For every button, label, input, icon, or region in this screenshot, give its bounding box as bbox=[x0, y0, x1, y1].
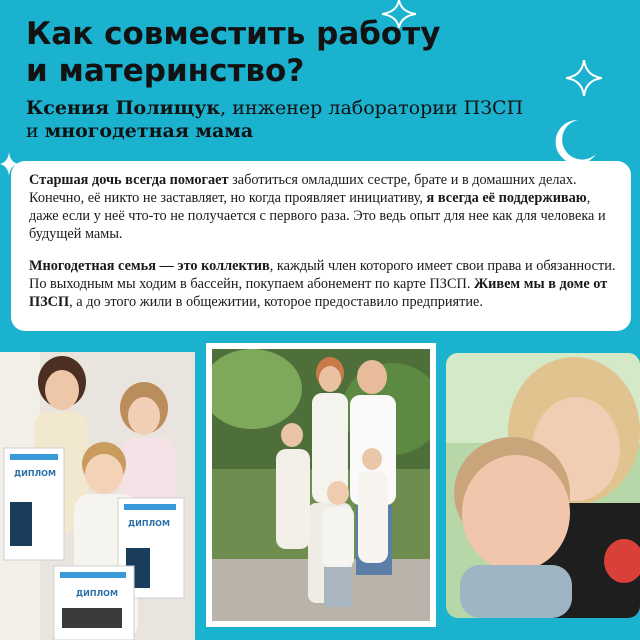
person-status: многодетная мама bbox=[44, 120, 254, 142]
diploma-label: ДИПЛОМ bbox=[14, 469, 56, 478]
highlight-text: я всегда её поддерживаю bbox=[426, 190, 587, 206]
photo-image bbox=[0, 352, 195, 640]
person-role: , инженер лаборатории ПЗСП bbox=[220, 97, 524, 119]
highlight-text: Живем мы в доме от ПЗСП bbox=[29, 276, 608, 310]
body-text: , а до этого жили в общежитии, которое предоставило предприятие. bbox=[69, 294, 483, 310]
page-title bbox=[26, 16, 586, 90]
subtitle bbox=[26, 97, 626, 143]
person-name: Ксения Полищук bbox=[26, 97, 221, 119]
diploma-label: ДИПЛОМ bbox=[76, 589, 118, 598]
body-text: , каждый член которого имеет свои права и обязанности. По выходным мы ходим в бассейн, покупаем абонемент по карте ПЗСП. bbox=[29, 258, 616, 292]
photo-mother-and-son bbox=[446, 353, 640, 618]
highlight-text: Многодетная семья — это коллектив bbox=[29, 258, 270, 274]
body-text: , даже если у неё что-то не получается с первого раза. Это ведь опыт для нее как для человека и будущей мамы. bbox=[29, 190, 606, 242]
photo-family-portrait bbox=[206, 343, 436, 627]
quote-card bbox=[11, 161, 631, 331]
title-line: и материнство? bbox=[26, 53, 305, 89]
photo-image bbox=[446, 353, 640, 618]
paragraph bbox=[29, 257, 617, 311]
body-text: заботиться омладших сестре, брате и в домашних делах. Конечно, её никто не заставляет, но когда проявляет инициативу, bbox=[29, 172, 577, 206]
subtitle-prefix: и bbox=[26, 120, 45, 142]
photo-image bbox=[212, 349, 430, 621]
highlight-text: Старшая дочь всегда помогает bbox=[29, 172, 229, 188]
paragraph bbox=[29, 171, 617, 243]
title-line: Как совместить работу bbox=[26, 16, 441, 52]
photo-children-diplomas bbox=[0, 352, 195, 640]
diploma-label: ДИПЛОМ bbox=[128, 519, 170, 528]
